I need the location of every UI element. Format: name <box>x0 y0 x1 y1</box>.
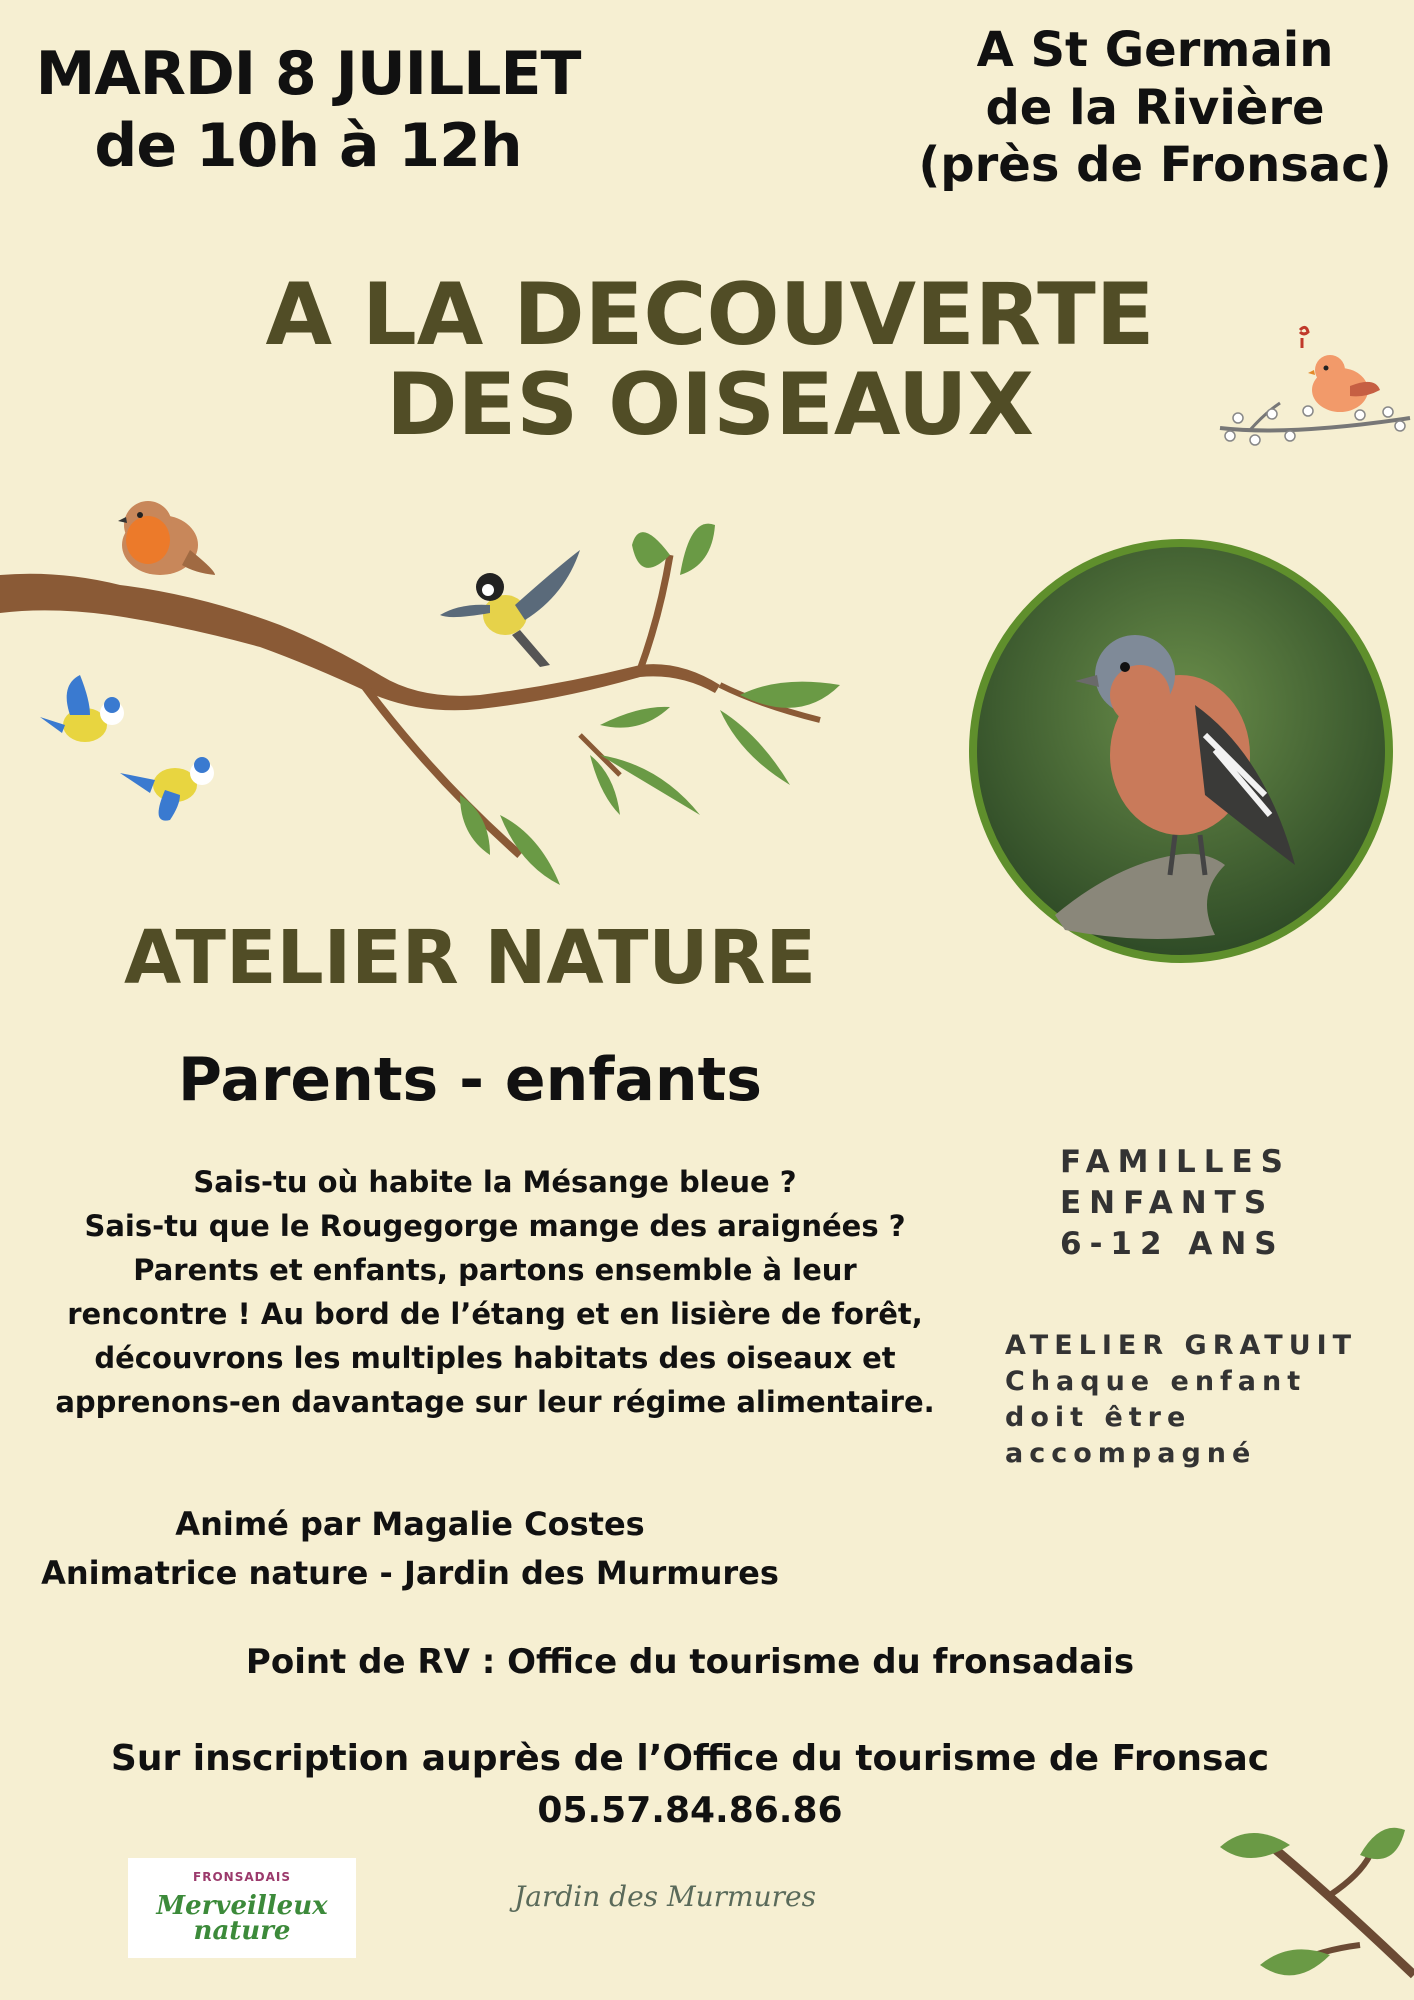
pricing-info <box>1005 1328 1405 1472</box>
chaffinch-photo <box>965 535 1397 967</box>
logo-text: Merveilleux <box>156 1891 328 1921</box>
logo-text: nature <box>193 1915 291 1946</box>
phone-number: 05.57.84.86.86 <box>537 1790 843 1832</box>
audience-line: FAMILLES <box>1060 1144 1292 1180</box>
pricing-line: doit être <box>1005 1401 1192 1433</box>
corner-branch-illustration <box>1210 1815 1414 2000</box>
pricing-line: ATELIER GRATUIT <box>1005 1330 1358 1361</box>
audience-line: ENFANTS <box>1060 1184 1275 1221</box>
pricing-line: Chaque enfant <box>1005 1365 1307 1397</box>
audience-info <box>1060 1142 1390 1265</box>
description <box>40 1160 950 1424</box>
logo-text: FRONSADAIS <box>193 1870 291 1884</box>
date-line: MARDI 8 JUILLET <box>35 39 581 109</box>
animator-line: Animatrice nature - Jardin des Murmures <box>41 1553 779 1592</box>
description-line: apprenons-en davantage sur leur régime alimentaire. <box>55 1385 935 1420</box>
title-line: A LA DECOUVERTE <box>265 265 1155 365</box>
pricing-line: accompagné <box>1005 1437 1257 1469</box>
event-date <box>28 38 588 182</box>
animator-line: Animé par Magalie Costes <box>175 1505 645 1543</box>
event-location <box>910 22 1400 195</box>
fronsadais-logo <box>128 1858 356 1958</box>
branch-with-birds-illustration <box>0 495 870 895</box>
registration-info <box>40 1733 1340 1837</box>
description-line: Parents et enfants, partons ensemble à leur <box>133 1253 857 1288</box>
audience-line: 6-12 ANS <box>1060 1225 1285 1262</box>
description-line: Sais-tu que le Rougegorge mange des araignées ? <box>84 1209 906 1244</box>
location-line: de la Rivière <box>985 79 1325 136</box>
logo-text <box>128 1891 356 1946</box>
title-line: DES OISEAUX <box>386 355 1034 456</box>
location-line: (près de Fronsac) <box>918 137 1392 194</box>
description-line: rencontre ! Au bord de l’étang et en lisière de forêt, <box>67 1297 923 1332</box>
animator-info <box>40 1500 780 1597</box>
time-line: de 10h à 12h <box>94 111 522 181</box>
atelier-subheading: Parents - enfants <box>177 1045 763 1115</box>
small-bird-branch-illustration <box>1210 318 1414 468</box>
description-line: découvrons les multiples habitats des oiseaux et <box>94 1341 896 1376</box>
page-title <box>160 265 1260 456</box>
location-line: A St Germain <box>976 22 1334 78</box>
registration-line: Sur inscription auprès de l’Office du tourisme de Fronsac <box>110 1738 1270 1779</box>
description-line: Sais-tu où habite la Mésange bleue ? <box>193 1165 797 1199</box>
atelier-heading: ATELIER NATURE <box>123 915 817 1001</box>
meeting-point: Point de RV : Office du tourisme du fronsadais <box>245 1642 1135 1682</box>
jardin-des-murmures-logo: Jardin des Murmures <box>514 1880 816 1913</box>
